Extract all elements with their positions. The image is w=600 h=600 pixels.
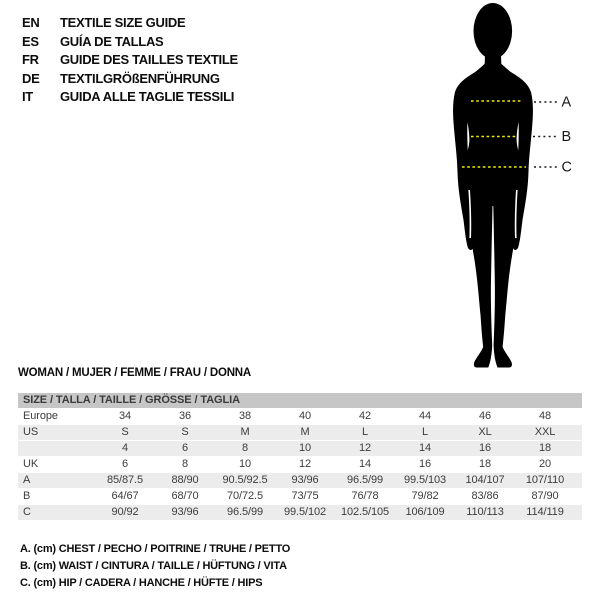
table-cell: 46 [478, 410, 492, 422]
table-cell: 14 [418, 442, 432, 454]
table-cell: 104/107 [465, 474, 505, 486]
table-row [18, 441, 582, 457]
table-row-label: B [23, 490, 31, 502]
table-cell: 40 [298, 410, 312, 422]
table-row-label: UK [23, 458, 39, 470]
woman-silhouette-figure [430, 0, 600, 380]
table-cell: 83/86 [471, 490, 499, 502]
table-row [18, 489, 582, 505]
table-cell: 96.5/99 [346, 474, 383, 486]
table-cell: 110/113 [466, 506, 504, 518]
table-cell: 76/78 [351, 490, 379, 502]
table-cell: 8 [181, 458, 189, 470]
language-title: GUIDA ALLE TAGLIE TESSILI [60, 89, 235, 104]
size-table-header: SIZE / TALLA / TAILLE / GRÖSSE / TAGLIA [18, 393, 582, 409]
language-code: FR [22, 52, 39, 67]
language-row [22, 51, 238, 70]
table-row-label [18, 441, 95, 456]
table-cell: 88/90 [171, 474, 199, 486]
table-cell: 93/96 [291, 474, 319, 486]
table-cell: 34 [118, 410, 132, 422]
table-row [18, 425, 582, 441]
table-cell: M [240, 426, 250, 438]
language-title: TEXTILGRÖßENFÜHRUNG [60, 70, 220, 86]
table-cell: 18 [478, 458, 492, 470]
table-cell: 10 [238, 458, 252, 470]
table-cell: 16 [418, 458, 432, 470]
table-cell: 68/70 [171, 490, 199, 502]
table-cell: L [421, 426, 429, 438]
table-cell: 93/96 [171, 506, 199, 518]
table-row [18, 505, 582, 521]
table-cell: 16 [478, 442, 492, 454]
table-cell: 6 [121, 458, 129, 470]
table-cell: XXL [534, 426, 556, 438]
measure-legend [20, 541, 290, 592]
table-cell: 18 [538, 442, 552, 454]
marker-label-a: A [561, 94, 572, 111]
section-title-woman: WOMAN / MUJER / FEMME / FRAU / DONNA [18, 367, 252, 379]
table-row-label: Europe [23, 410, 58, 422]
table-cell: 36 [178, 410, 192, 422]
table-cell: XL [478, 426, 492, 438]
table-cell: L [361, 426, 369, 438]
size-table [18, 393, 582, 521]
language-row [22, 33, 238, 52]
table-cell: 48 [538, 410, 552, 422]
table-cell: 8 [241, 442, 249, 454]
table-cell: 20 [538, 458, 552, 470]
language-row [22, 70, 238, 89]
language-code: EN [22, 15, 40, 30]
table-row [18, 473, 582, 489]
language-title: TEXTILE SIZE GUIDE [60, 15, 186, 30]
table-cell: 44 [418, 410, 432, 422]
table-cell: 106/109 [405, 506, 445, 518]
language-list [22, 14, 238, 107]
silhouette-legs [466, 196, 520, 368]
language-code: DE [22, 70, 40, 86]
language-code: IT [22, 89, 33, 104]
table-cell: 96.5/99 [226, 506, 263, 518]
table-row [18, 457, 582, 473]
language-title: GUÍA DE TALLAS [60, 33, 164, 49]
table-cell: S [181, 426, 189, 438]
table-cell: 99.5/102 [283, 506, 327, 518]
table-row-label: C [23, 506, 31, 518]
size-table-body [18, 409, 582, 521]
language-row [22, 14, 238, 33]
table-cell: 73/75 [291, 490, 319, 502]
table-cell: 12 [298, 458, 312, 470]
table-cell: 12 [358, 442, 372, 454]
table-cell: 6 [181, 442, 189, 454]
table-cell: 38 [238, 410, 252, 422]
table-cell: 4 [121, 442, 129, 454]
table-cell: 107/110 [525, 474, 565, 486]
table-cell: 14 [358, 458, 372, 470]
legend-row: B. (cm) WAIST / CINTURA / TAILLE / HÜFTUNG / VITA [20, 560, 287, 572]
table-row-label: A [23, 474, 31, 486]
table-cell: 42 [358, 410, 372, 422]
language-code: ES [22, 33, 39, 49]
table-cell: 90/92 [111, 506, 139, 518]
legend-row: C. (cm) HIP / CADERA / HANCHE / HÜFTE / HIPS [20, 577, 263, 589]
table-cell: 99.5/103 [403, 474, 447, 486]
table-cell: 102.5/105 [340, 506, 390, 518]
table-cell: 114/119 [526, 506, 564, 518]
table-cell: 64/67 [111, 490, 139, 502]
table-cell: M [300, 426, 310, 438]
table-cell: 87/90 [531, 490, 559, 502]
legend-row: A. (cm) CHEST / PECHO / POITRINE / TRUHE / PETTO [20, 543, 291, 555]
table-cell: 85/87.5 [106, 474, 143, 486]
table-cell: 10 [298, 442, 312, 454]
table-cell: 70/72.5 [226, 490, 263, 502]
table-cell: S [121, 426, 129, 438]
language-title: GUIDE DES TAILLES TEXTILE [60, 52, 238, 67]
marker-label-b: B [561, 129, 572, 145]
table-cell: 90.5/92.5 [222, 474, 268, 486]
marker-label-c: C [561, 159, 572, 176]
table-row [18, 409, 582, 425]
table-row-label: US [23, 426, 39, 438]
language-row [22, 88, 238, 107]
table-cell: 79/82 [411, 490, 439, 502]
